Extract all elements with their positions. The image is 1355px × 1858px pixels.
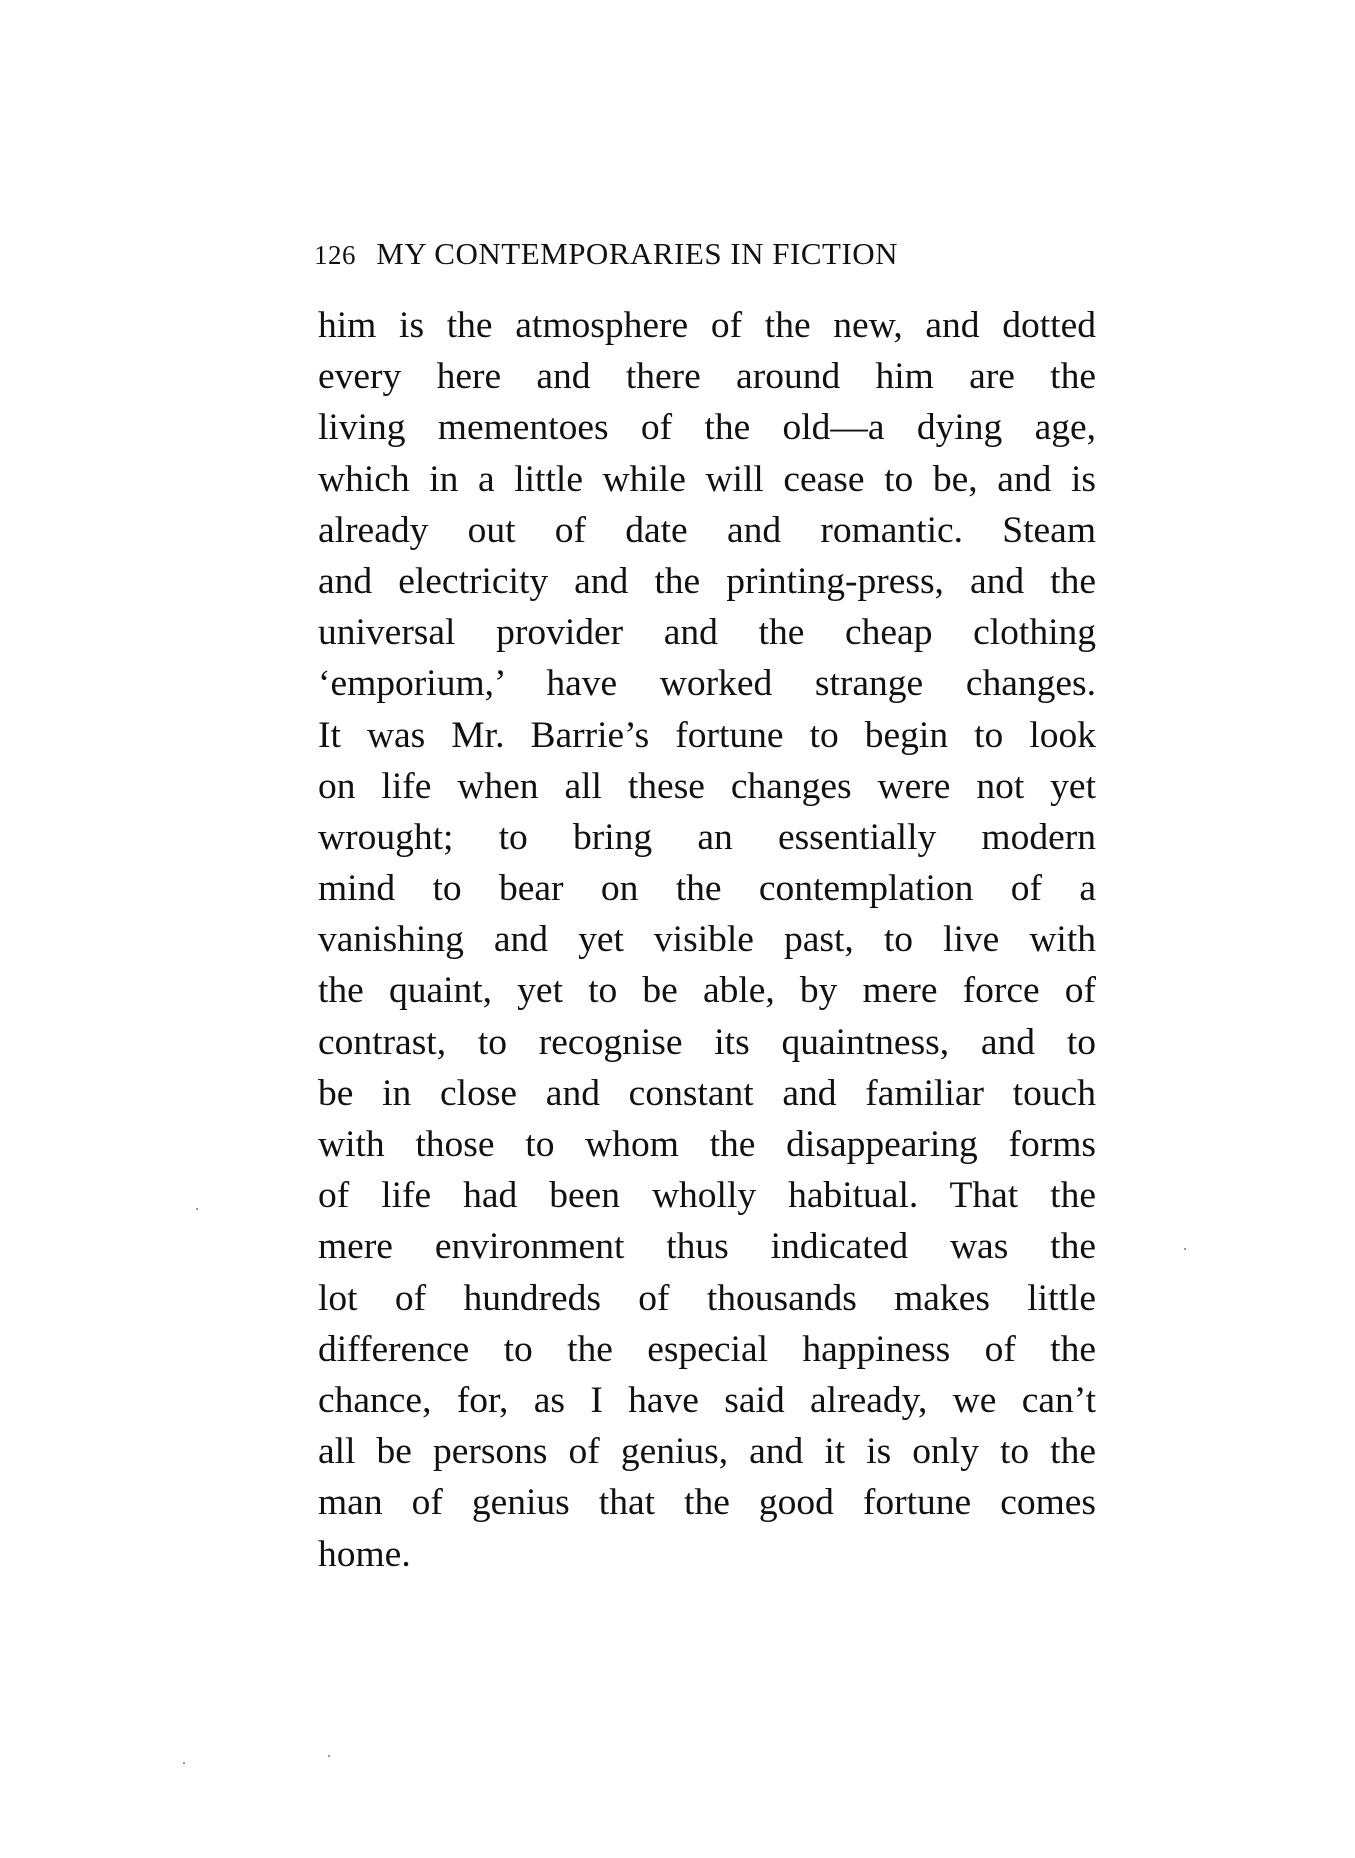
text-line: universal provider and the cheap clothing (318, 612, 1096, 654)
text-line: wrought; to bring an essentially modern (318, 816, 1096, 858)
scan-speck (1184, 1248, 1186, 1250)
text-line: of life had been wholly habitual. That the (318, 1175, 1096, 1217)
body-text (318, 300, 1096, 1580)
scan-speck (183, 1762, 185, 1764)
text-line: every here and there around him are the (318, 356, 1096, 398)
running-head (314, 236, 1094, 276)
scan-speck (328, 1755, 330, 1757)
text-line: lot of hundreds of thousands makes little (318, 1277, 1096, 1319)
text-line: man of genius that the good fortune comes (318, 1482, 1096, 1524)
text-line: living mementoes of the old—a dying age, (318, 407, 1096, 449)
text-line: contrast, to recognise its quaintness, and to (318, 1021, 1096, 1063)
text-line-last: home. (318, 1533, 411, 1575)
text-line: on life when all these changes were not yet (318, 765, 1096, 807)
text-line: which in a little while will cease to be, and is (318, 458, 1096, 500)
text-line: him is the atmosphere of the new, and dotted (318, 305, 1096, 346)
text-line: It was Mr. Barrie’s fortune to begin to look (318, 714, 1096, 756)
text-line: ‘emporium,’ have worked strange changes. (318, 663, 1096, 705)
scan-speck (196, 1208, 198, 1210)
text-line: the quaint, yet to be able, by mere force of (318, 970, 1096, 1012)
text-line: and electricity and the printing-press, and the (318, 560, 1096, 602)
text-line: with those to whom the disappearing forms (318, 1124, 1096, 1165)
text-line: mere environment thus indicated was the (318, 1226, 1096, 1268)
text-line: mind to bear on the contemplation of a (318, 868, 1096, 910)
text-line: already out of date and romantic. Steam (318, 509, 1096, 551)
text-line: vanishing and yet visible past, to live with (318, 919, 1096, 961)
text-line: difference to the especial happiness of the (318, 1328, 1096, 1370)
text-line: all be persons of genius, and it is only to the (318, 1431, 1096, 1473)
text-line: chance, for, as I have said already, we can’t (318, 1379, 1096, 1421)
running-title: MY CONTEMPORARIES IN FICTION (376, 236, 899, 271)
text-line: be in close and constant and familiar touch (318, 1072, 1096, 1114)
page-number: 126 (314, 240, 356, 270)
